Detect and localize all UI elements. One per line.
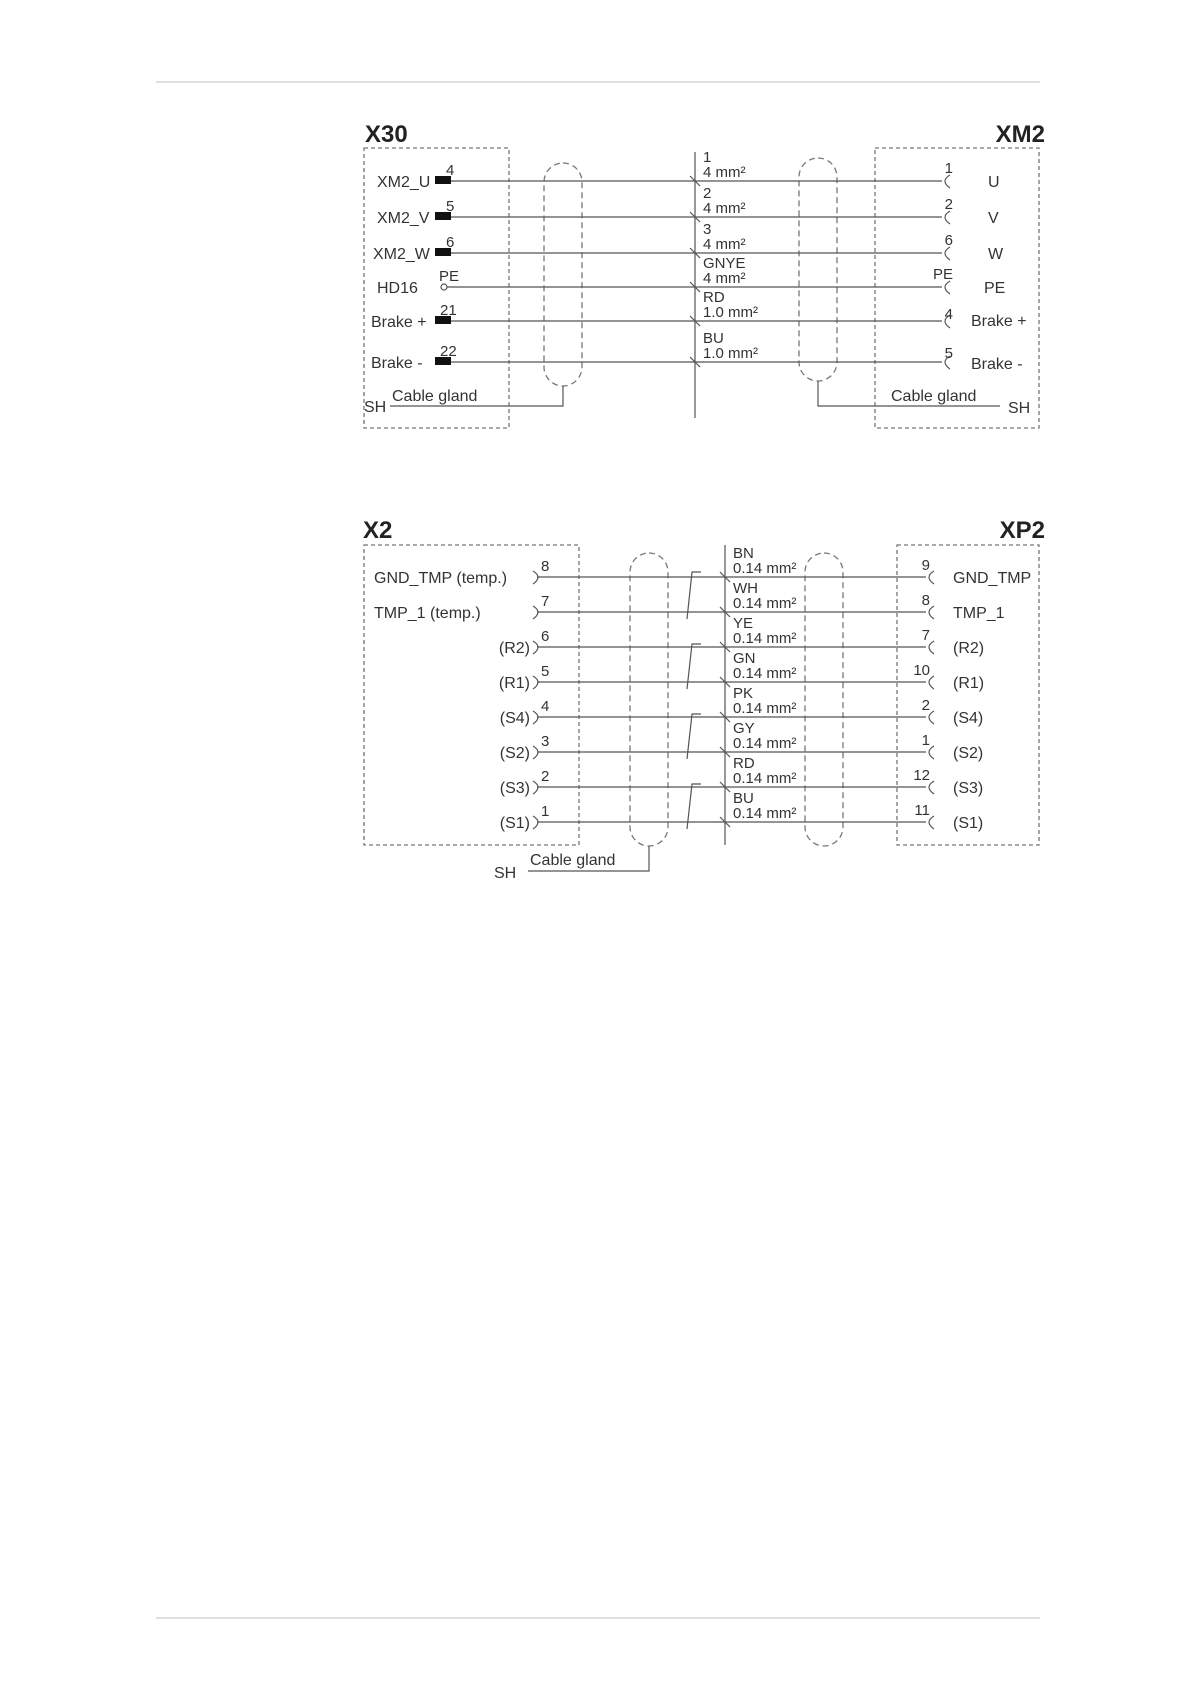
right-sh-label: SH: [1008, 400, 1031, 417]
xp2-label: (R1): [953, 675, 985, 692]
x30-title: X30: [365, 121, 408, 148]
x2-label: (R1): [498, 675, 530, 692]
shield-left: [630, 553, 668, 846]
xm2-pin: PE: [932, 266, 953, 283]
x2-label: (R2): [498, 640, 530, 657]
xm2-label: V: [988, 210, 999, 227]
xm2-label: PE: [984, 280, 1006, 297]
x30-label: XM2_W: [373, 246, 430, 263]
wire-cross-section: 0.14 mm²: [733, 770, 797, 787]
right-cable-gland: Cable gland: [891, 388, 977, 405]
x2-label: TMP_1 (temp.): [374, 605, 481, 622]
x30-label: XM2_U: [377, 174, 431, 191]
wire-cross-section: 0.14 mm²: [733, 595, 797, 612]
wire-cross-section: 1.0 mm²: [703, 345, 759, 362]
xp2-pin: 10: [913, 662, 930, 679]
wire-cross-section: 0.14 mm²: [733, 630, 797, 647]
row-8: [500, 790, 983, 832]
wire-cross-section: 0.14 mm²: [733, 805, 797, 822]
row-1: [377, 149, 1000, 191]
xm2-box: [875, 148, 1039, 428]
row-4: [377, 255, 1005, 297]
wire-cross-section: 1.0 mm²: [703, 304, 759, 321]
left-cable-gland: Cable gland: [392, 388, 478, 405]
xm2-title: XM2: [995, 121, 1045, 148]
xp2-label: GND_TMP: [953, 570, 1032, 587]
xm2-pin: 1: [944, 160, 953, 177]
wire-cross-section: 4 mm²: [703, 270, 746, 287]
x2-label: (S1): [499, 815, 530, 832]
xm2-label: Brake -: [971, 356, 1023, 373]
row-6: [371, 330, 1023, 373]
wire-cross-section: 0.14 mm²: [733, 560, 797, 577]
x2-title: X2: [363, 517, 393, 544]
wire-number: 3: [703, 221, 712, 238]
shield-right: [799, 158, 837, 381]
xp2-pin: 9: [921, 557, 930, 574]
xm2-pin: 5: [944, 345, 953, 362]
xp2-label: TMP_1: [953, 605, 1005, 622]
wire-color: GN: [733, 650, 756, 667]
xp2-pin: 11: [914, 802, 930, 819]
x2-label: (S4): [499, 710, 530, 727]
xp2-pin: 7: [921, 627, 930, 644]
row-2: [377, 185, 999, 227]
xp2-pin: 2: [921, 697, 930, 714]
xp2-label: (S2): [953, 745, 984, 762]
x2-pin: 2: [541, 768, 550, 785]
wire-number: RD: [703, 289, 725, 306]
shield-left: [544, 163, 582, 386]
xp2-label: (R2): [953, 640, 985, 657]
wire-color: WH: [733, 580, 758, 597]
x2-pin: 7: [541, 593, 550, 610]
wire-color: RD: [733, 755, 755, 772]
x2-pin: 6: [541, 628, 550, 645]
wire-cross-section: 0.14 mm²: [733, 665, 797, 682]
wire-color: GY: [733, 720, 755, 737]
xm2-label: U: [988, 174, 1000, 191]
wire-cross-section: 4 mm²: [703, 236, 746, 253]
xp2-label: (S4): [953, 710, 984, 727]
x2-label: GND_TMP (temp.): [374, 570, 508, 587]
x30-pin: 5: [446, 198, 455, 215]
xp2-pin: 12: [913, 767, 930, 784]
x2-pin: 5: [541, 663, 550, 680]
row-1: [374, 545, 1031, 587]
x2-pin: 1: [541, 803, 550, 820]
xm2-label: W: [988, 246, 1004, 263]
shield-right: [805, 553, 843, 846]
x30-label: HD16: [377, 280, 418, 297]
xp2-label: (S3): [953, 780, 984, 797]
wire-number: BU: [703, 330, 724, 347]
xp2-label: (S1): [953, 815, 984, 832]
wire-number: 1: [703, 149, 712, 166]
x2-label: (S2): [499, 745, 530, 762]
xm2-pin: 4: [944, 306, 953, 323]
x30-label: Brake -: [371, 355, 423, 372]
wire-color: BN: [733, 545, 754, 562]
x30-pin: 21: [440, 302, 457, 319]
x30-pin: 6: [446, 234, 455, 251]
wire-cross-section: 0.14 mm²: [733, 735, 797, 752]
diagram-x2-xp2: [363, 517, 1045, 882]
xp2-pin: 1: [921, 732, 930, 749]
x2-pin: 8: [541, 558, 550, 575]
xp2-box: [897, 545, 1039, 845]
x2-pin: 4: [541, 698, 550, 715]
wire-number: GNYE: [703, 255, 746, 272]
wire-color: BU: [733, 790, 754, 807]
x2-pin: 3: [541, 733, 550, 750]
wire-cross-section: 4 mm²: [703, 164, 746, 181]
xm2-pin: 2: [944, 196, 953, 213]
x30-pin: 22: [440, 343, 457, 360]
x2-box: [364, 545, 579, 845]
x30-label: XM2_V: [377, 210, 430, 227]
xp2-pin: 8: [921, 592, 930, 609]
cable-gland-label: Cable gland: [530, 852, 616, 869]
xp2-title: XP2: [999, 517, 1045, 544]
row-3: [373, 221, 1004, 263]
wire-number: 2: [703, 185, 712, 202]
wire-color: YE: [733, 615, 754, 632]
wire-cross-section: 4 mm²: [703, 200, 746, 217]
row-5: [371, 289, 1027, 331]
left-sh-label: SH: [364, 399, 387, 416]
xm2-label: Brake +: [971, 313, 1027, 330]
x2-label: (S3): [499, 780, 530, 797]
x30-pin: PE: [439, 268, 460, 285]
diagram-x30-xm2: [364, 121, 1045, 428]
sh-label: SH: [494, 865, 517, 882]
xm2-pin: 6: [944, 232, 953, 249]
wire-color: PK: [733, 685, 754, 702]
x30-pin: 4: [446, 162, 455, 179]
x30-label: Brake +: [371, 314, 427, 331]
wire-cross-section: 0.14 mm²: [733, 700, 797, 717]
